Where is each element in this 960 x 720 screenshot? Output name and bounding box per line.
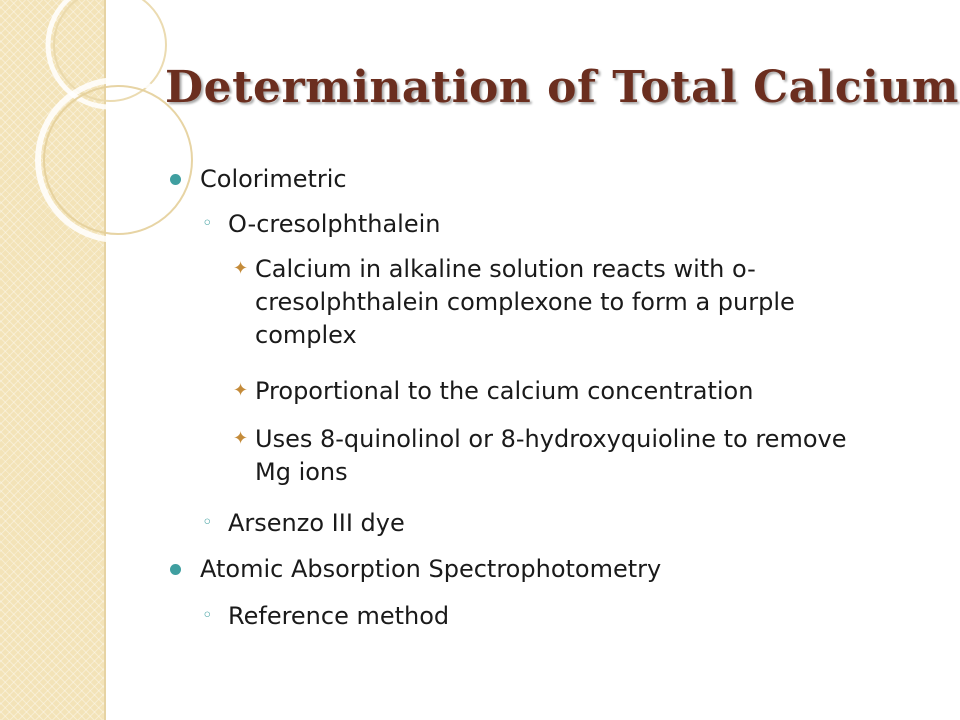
bullet-reference-method	[202, 600, 450, 633]
hollow-circle-bullet-icon: ◦	[202, 512, 213, 533]
bullet-text-line: complex	[255, 321, 357, 349]
bullet-proportional	[233, 375, 754, 408]
bullet-o-cresolphthalein	[202, 208, 441, 241]
decorative-rings-icon	[0, 0, 240, 260]
bullet-text-line: Mg ions	[255, 458, 348, 486]
bullet-atomic-absorption	[200, 553, 661, 586]
bullet-calcium-reaction	[233, 253, 795, 352]
bullet-text-line: cresolphthalein complexone to form a purple	[255, 288, 795, 316]
bullet-text: Arsenzo III dye	[228, 509, 405, 537]
hollow-circle-bullet-icon: ◦	[202, 605, 213, 626]
small-star-bullet-icon: ✦	[233, 258, 249, 279]
bullet-text: Proportional to the calcium concentration	[255, 377, 754, 405]
small-star-bullet-icon: ✦	[233, 428, 249, 449]
filled-circle-bullet-icon	[170, 564, 181, 575]
bullet-text-line: Uses 8-quinolinol or 8-hydroxyquioline to remove	[255, 425, 847, 453]
small-star-bullet-icon: ✦	[233, 380, 249, 401]
hollow-circle-bullet-icon: ◦	[202, 213, 213, 234]
bullet-arsenzo	[202, 507, 405, 540]
bullet-remove-mg	[233, 423, 847, 489]
bullet-text: Reference method	[228, 602, 450, 630]
bullet-text-line: Calcium in alkaline solution reacts with o-	[255, 255, 756, 283]
bullet-text: Atomic Absorption Spectrophotometry	[200, 555, 662, 583]
bullet-text: O-cresolphthalein	[228, 210, 441, 238]
slide-title: Determination of Total Calcium	[165, 62, 959, 113]
bullet-text: Colorimetric	[200, 165, 347, 193]
